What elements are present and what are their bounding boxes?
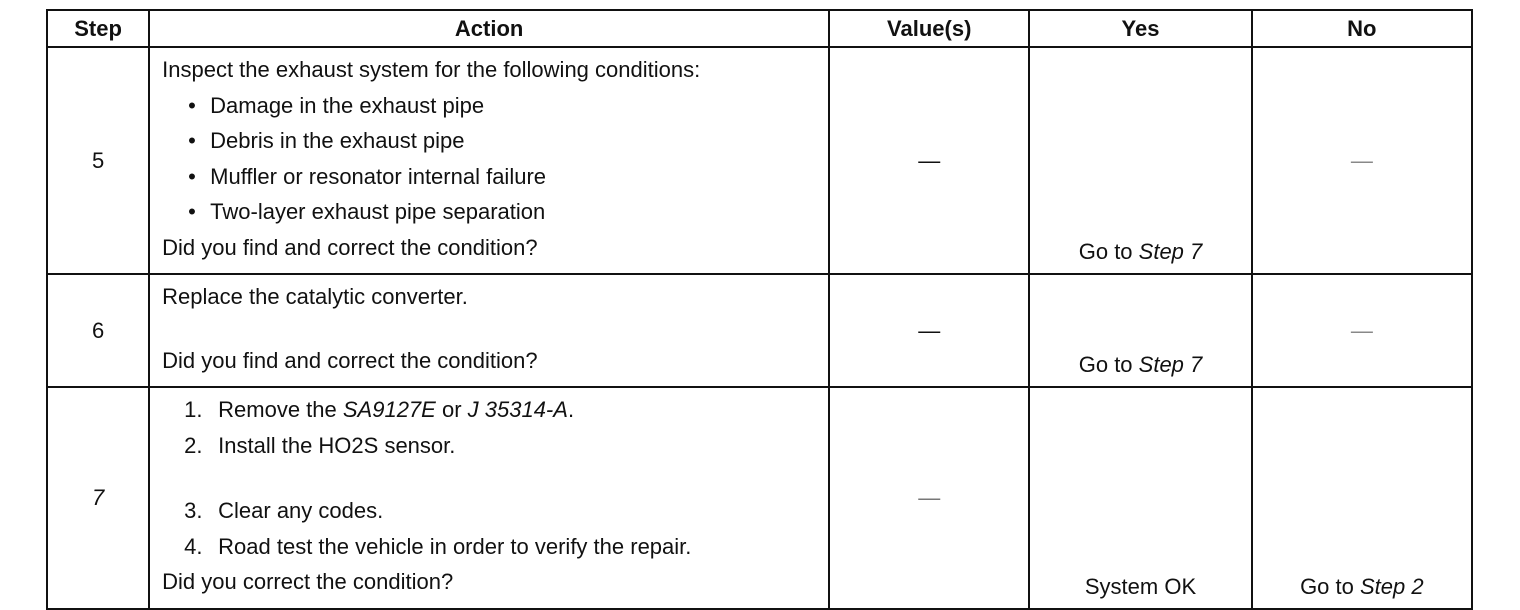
action-question: Did you correct the condition? — [162, 569, 454, 594]
yes-cell — [1029, 387, 1251, 609]
numbered-step: 1. Remove the SA9127E or J 35314-A. — [184, 397, 575, 422]
action-cell — [149, 274, 829, 387]
numbered-step: 4. Road test the vehicle in order to verify the repair. — [184, 533, 692, 559]
yes-cell — [1029, 47, 1251, 274]
no-cell — [1252, 274, 1472, 387]
numbered-step: 3. Clear any codes. — [184, 498, 384, 523]
action-intro: Replace the catalytic converter. — [162, 284, 468, 309]
table-row-step-5 — [47, 47, 1472, 274]
action-question: Did you find and correct the condition? — [162, 234, 538, 260]
action-intro: Inspect the exhaust system for the following conditions: — [162, 57, 701, 82]
header-yes: Yes — [1029, 10, 1251, 47]
numbered-step: 2. Install the HO2S sensor. — [184, 432, 456, 458]
header-row — [47, 10, 1472, 47]
bullet-item: • Muffler or resonator internal failure — [162, 159, 816, 195]
table-row-step-7 — [47, 387, 1472, 609]
no-dash: — — [1350, 147, 1373, 173]
header-values: Value(s) — [829, 10, 1029, 47]
bullet-item: • Damage in the exhaust pipe — [162, 88, 816, 124]
step-number: 5 — [47, 47, 149, 274]
action-cell — [149, 387, 829, 609]
value-dash: — — [918, 484, 941, 510]
no-dash: — — [1350, 317, 1373, 343]
no-answer: Go to Step 2 — [1300, 573, 1424, 599]
value-cell — [829, 47, 1029, 274]
step-number: 6 — [47, 274, 149, 387]
header-no: No — [1252, 10, 1472, 47]
action-question: Did you find and correct the condition? — [162, 347, 538, 373]
yes-cell — [1029, 274, 1251, 387]
yes-answer: Go to Step 7 — [1078, 239, 1203, 264]
value-dash: — — [918, 147, 941, 173]
value-dash: — — [918, 317, 941, 343]
diagnostic-table — [46, 9, 1473, 610]
header-action: Action — [149, 10, 829, 47]
no-cell — [1252, 387, 1472, 609]
no-cell — [1252, 47, 1472, 274]
yes-answer: Go to Step 7 — [1078, 352, 1203, 377]
value-cell — [829, 274, 1029, 387]
header-step: Step — [47, 10, 149, 47]
table-row-step-6 — [47, 274, 1472, 387]
value-cell — [829, 387, 1029, 609]
step-number: 7 — [47, 387, 149, 609]
yes-answer: System OK — [1084, 573, 1197, 599]
bullet-item: • Debris in the exhaust pipe — [162, 123, 816, 159]
action-cell — [149, 47, 829, 274]
bullet-item: • Two-layer exhaust pipe separation — [162, 194, 816, 230]
